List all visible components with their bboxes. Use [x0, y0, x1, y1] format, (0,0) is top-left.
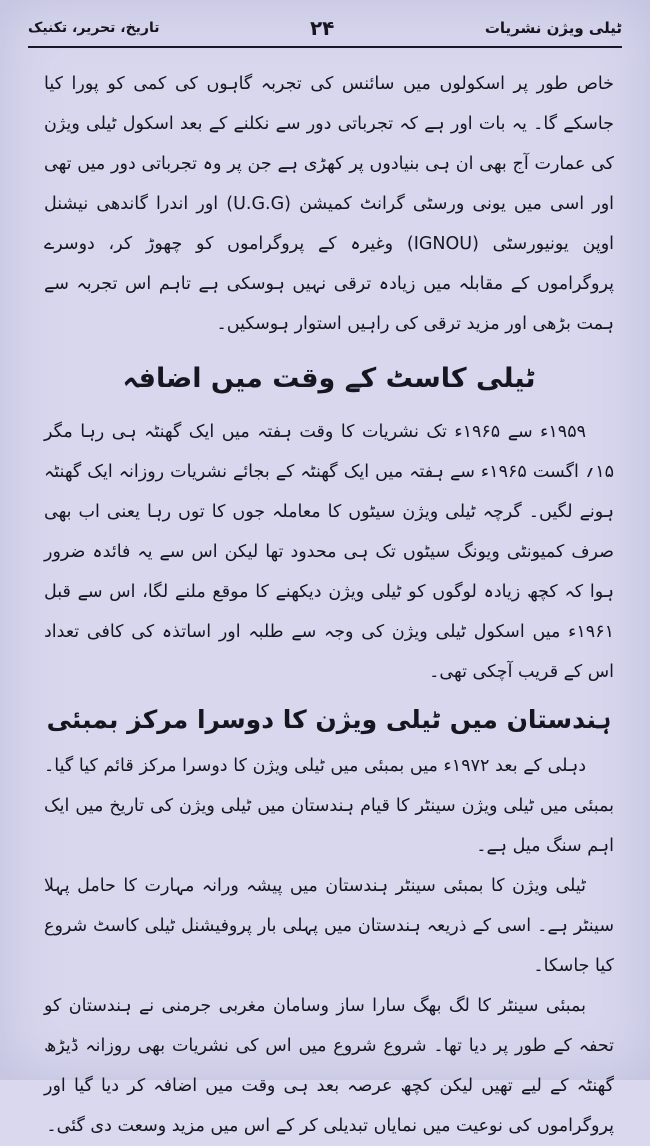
header-rule — [28, 46, 622, 48]
body-paragraph: دہلی کے بعد ۱۹۷۲ء میں بمبئی میں ٹیلی ویژن کا دوسرا مرکز قائم کیا گیا۔ بمبئی میں ٹیلی ویژن سینٹر کا قیام ہندستان میں ٹیلی ویژن کی تاریخ میں ایک اہم سنگ میل ہے۔ — [44, 756, 614, 856]
header-subtitle: تاریخ، تحریر، تکنیک — [28, 20, 160, 36]
page-number: ۲۴ — [309, 16, 335, 40]
section-heading: ہندستان میں ٹیلی ویژن کا دوسرا مرکز بمبئی — [46, 705, 612, 734]
body-paragraph: بمبئی سینٹر کا لگ بھگ سارا ساز وسامان مغربی جرمنی نے ہندستان کو تحفہ کے طور پر دیا تھا۔ شروع شروع میں اس کی نشریات بھی روزانہ ڈیڑھ گھنٹہ کے لیے تھیں لیکن کچھ عرصہ بعد ہی وقت میں اضافہ کر دیا گیا اور پروگراموں کی نوعیت میں نمایاں تبدیلی کر کے اس میں مزید وسعت دی گئی۔ — [44, 996, 614, 1136]
body-paragraph: ٹیلی ویژن کا بمبئی سینٹر ہندستان میں پیشہ ورانہ مہارت کا حامل پہلا سینٹر ہے۔ اسی کے ذریعہ ہندستان میں پہلی بار پروفیشنل ٹیلی کاسٹ شروع کیا جاسکا۔ — [44, 876, 614, 976]
body-paragraph: ۱۹۵۹ء سے ۱۹۶۵ء تک نشریات کا وقت ہفتہ میں ایک گھنٹہ ہی رہا مگر ۱۵؍ اگست ۱۹۶۵ء سے ہفتہ میں ایک گھنٹہ کے بجائے نشریات روزانہ ایک گھنٹہ ہونے لگیں۔ گرچہ ٹیلی ویژن سیٹوں کا معاملہ جوں کا توں رہا یعنی اب بھی صرف کمیونٹی ویونگ سیٹوں تک ہی محدود تھا لیکن اس سے یہ فائدہ ضرور ہوا کہ کچھ زیادہ لوگوں کو ٹیلی ویژن دیکھنے کا موقع ملنے لگا، اس سے قبل ۱۹۶۱ء میں اسکول ٹیلی ویژن کی وجہ سے طلبہ اور اساتذہ کی کافی تعداد اس کے قریب آچکی تھی۔ — [44, 422, 614, 682]
page-body — [44, 64, 614, 1146]
header-title: ٹیلی ویژن نشریات — [484, 19, 622, 37]
section-heading: ٹیلی کاسٹ کے وقت میں اضافہ — [122, 363, 536, 394]
running-header — [28, 12, 622, 44]
body-paragraph: خاص طور پر اسکولوں میں سائنس کی تجربہ گاہوں کی کمی کو پورا کیا جاسکے گا۔ یہ بات اور ہے کہ تجرباتی دور سے نکلنے کے بعد اسکول ٹیلی ویژن کی عمارت آج بھی ان ہی بنیادوں پر کھڑی ہے جن پر وہ تجرباتی دور میں تھی اور اسی میں یونی ورسٹی گرانٹ کمیشن (U.G.G) اور اندرا گاندھی نیشنل اوپن یونیورسٹی (IGNOU) وغیرہ کے پروگراموں کو چھوڑ کر، دوسرے پروگراموں کے مقابلہ میں زیادہ ترقی نہیں ہوسکی ہے تاہم اس تجربہ سے ہمت بڑھی اور مزید ترقی کی راہیں استوار ہوسکیں۔ — [44, 74, 615, 334]
